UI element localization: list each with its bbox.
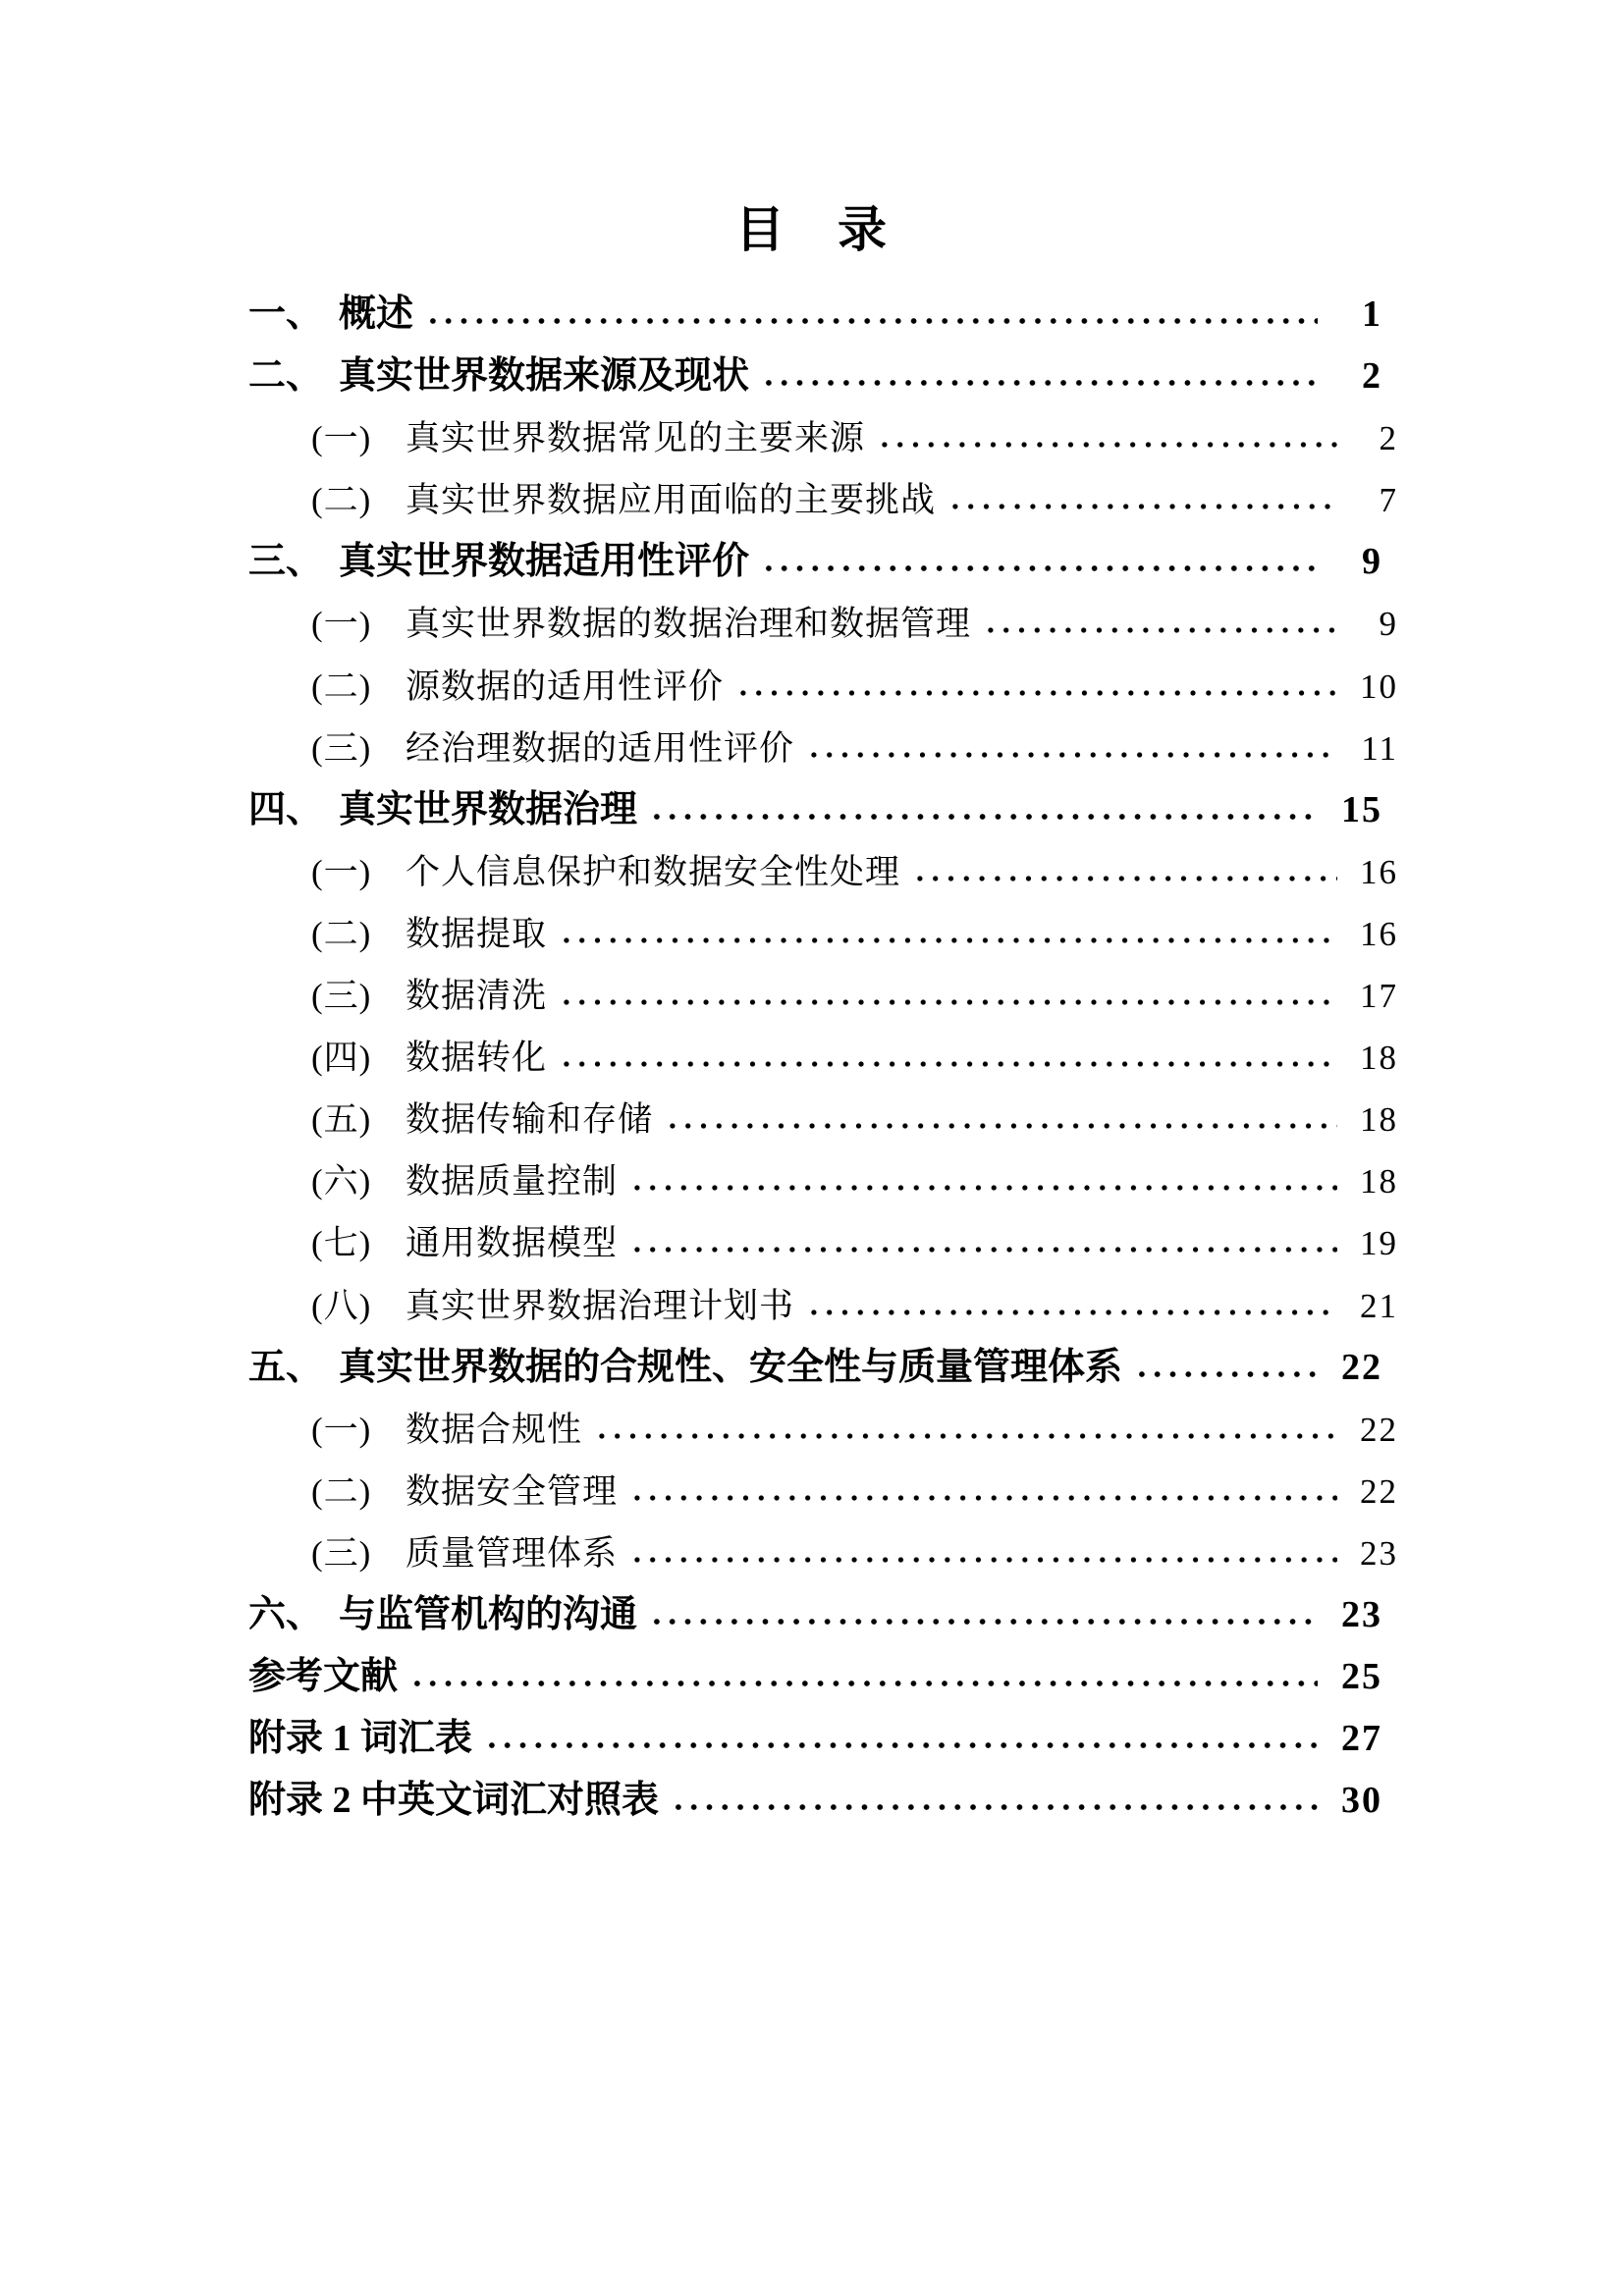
- dot-leader: [484, 1740, 1318, 1750]
- dot-leader: [629, 1183, 1337, 1193]
- toc-entry-label: 概述: [339, 294, 414, 335]
- toc-entry-page-number: 16: [1360, 914, 1398, 953]
- toc-entry-label: 源数据的适用性评价: [406, 667, 725, 706]
- toc-entry-number: 四、: [248, 788, 324, 830]
- toc-entry-page-number: 10: [1360, 667, 1398, 706]
- toc-entry[interactable]: [248, 1584, 1398, 1646]
- toc-entry-page-number: 23: [1360, 1533, 1398, 1573]
- toc-entry[interactable]: [248, 1461, 1398, 1522]
- toc-entry[interactable]: [248, 1646, 1398, 1708]
- toc-entry[interactable]: [248, 1770, 1398, 1832]
- toc-entry[interactable]: [248, 593, 1398, 655]
- toc-entry-page-number: 22: [1360, 1410, 1398, 1449]
- toc-entry[interactable]: [248, 903, 1398, 965]
- toc-entry-page-number: 19: [1360, 1224, 1398, 1263]
- toc-entry-number: (三): [311, 977, 372, 1016]
- toc-entry-page-number: 16: [1360, 852, 1398, 891]
- dot-leader: [649, 1617, 1318, 1627]
- toc-entry[interactable]: [248, 656, 1398, 718]
- dot-leader: [629, 1555, 1337, 1565]
- toc-entry[interactable]: [248, 469, 1398, 531]
- toc-entry-label: 个人信息保护和数据安全性处理: [406, 852, 901, 891]
- toc-entry[interactable]: [248, 1089, 1398, 1150]
- page-title: 目 录: [735, 202, 889, 257]
- dot-leader: [671, 1802, 1318, 1812]
- toc-entry-label: 数据安全管理: [406, 1471, 619, 1511]
- dot-leader: [425, 316, 1318, 326]
- toc-entry-page-number: 7: [1379, 481, 1398, 520]
- toc-entry-number: (三): [311, 1533, 372, 1573]
- toc-entry-number: 六、: [248, 1593, 324, 1635]
- toc-entry-label: 附录 2 中英文词汇对照表: [248, 1780, 660, 1822]
- toc-entry-number: 三、: [248, 541, 324, 583]
- toc-entry-page-number: 18: [1360, 1100, 1398, 1140]
- toc-entry-label: 附录 1 词汇表: [248, 1718, 473, 1760]
- dot-leader: [983, 625, 1337, 635]
- toc-entry-page-number: 27: [1341, 1718, 1382, 1760]
- toc-entry-label: 质量管理体系: [406, 1533, 619, 1573]
- dot-leader: [629, 1245, 1337, 1255]
- dot-leader: [559, 1059, 1337, 1069]
- toc-entry-label: 真实世界数据治理: [339, 788, 638, 830]
- toc-entry-label: 真实世界数据来源及现状: [339, 355, 750, 398]
- toc-entry-page-number: 9: [1362, 541, 1382, 583]
- toc-entry-label: 与监管机构的沟通: [339, 1593, 638, 1635]
- toc-entry-number: (二): [311, 667, 372, 706]
- dot-leader: [947, 502, 1337, 511]
- toc-entry[interactable]: [248, 1275, 1398, 1337]
- dot-leader: [735, 688, 1337, 698]
- toc-entry-label: 真实世界数据常见的主要来源: [406, 419, 866, 458]
- toc-entry-label: 真实世界数据的数据治理和数据管理: [406, 605, 972, 644]
- toc-entry-number: (二): [311, 1471, 372, 1511]
- toc-entry-page-number: 11: [1361, 728, 1398, 768]
- dot-leader: [629, 1493, 1337, 1503]
- toc-entry-number: (八): [311, 1286, 372, 1325]
- toc-entry-number: 二、: [248, 355, 324, 398]
- toc-entry-page-number: 22: [1360, 1471, 1398, 1511]
- toc-entry[interactable]: [248, 779, 1398, 841]
- toc-entry[interactable]: [248, 1027, 1398, 1089]
- toc-entry-page-number: 2: [1379, 419, 1398, 458]
- toc-entry-page-number: 2: [1362, 355, 1382, 398]
- toc-entry-label: 真实世界数据适用性评价: [339, 541, 750, 583]
- toc-entry-number: (二): [311, 481, 372, 520]
- toc-entry-label: 经治理数据的适用性评价: [406, 728, 795, 768]
- toc-entry[interactable]: [248, 531, 1398, 593]
- dot-leader: [912, 874, 1337, 883]
- toc-entry[interactable]: [248, 346, 1398, 407]
- toc-entry-number: (五): [311, 1100, 372, 1140]
- toc-entry[interactable]: [248, 1337, 1398, 1399]
- toc-entry-number: (四): [311, 1039, 372, 1078]
- dot-leader: [559, 997, 1337, 1007]
- toc-entry-label: 数据清洗: [406, 977, 548, 1016]
- toc-entry-page-number: 25: [1341, 1656, 1382, 1698]
- toc-entry-page-number: 18: [1360, 1162, 1398, 1201]
- toc-entry-label: 数据传输和存储: [406, 1100, 654, 1140]
- dot-leader: [649, 812, 1318, 822]
- toc-entry[interactable]: [248, 965, 1398, 1027]
- dot-leader: [761, 378, 1318, 388]
- toc-entry-number: (三): [311, 728, 372, 768]
- toc-entry-label: 数据转化: [406, 1039, 548, 1078]
- dot-leader: [665, 1121, 1337, 1131]
- toc-entry[interactable]: [248, 841, 1398, 903]
- toc-entry-page-number: 21: [1360, 1286, 1398, 1325]
- table-of-contents: [248, 284, 1398, 1832]
- toc-entry-number: 一、: [248, 294, 324, 335]
- toc-entry-number: (二): [311, 914, 372, 953]
- toc-entry[interactable]: [248, 1399, 1398, 1461]
- toc-entry-number: (一): [311, 1410, 372, 1449]
- dot-leader: [559, 935, 1337, 945]
- dot-leader: [761, 563, 1318, 573]
- toc-entry-label: 参考文献: [248, 1656, 399, 1698]
- toc-entry-number: (一): [311, 605, 372, 644]
- toc-entry-page-number: 30: [1341, 1780, 1382, 1822]
- dot-leader: [806, 1308, 1337, 1317]
- toc-entry-number: (一): [311, 419, 372, 458]
- toc-entry-number: (七): [311, 1224, 372, 1263]
- dot-leader: [1134, 1369, 1318, 1379]
- toc-entry-label: 数据合规性: [406, 1410, 583, 1449]
- toc-entry-page-number: 18: [1360, 1039, 1398, 1078]
- toc-entry[interactable]: [248, 1522, 1398, 1584]
- toc-entry-page-number: 17: [1360, 977, 1398, 1016]
- toc-entry[interactable]: [248, 718, 1398, 779]
- toc-entry-page-number: 1: [1362, 294, 1382, 335]
- toc-entry-label: 真实世界数据的合规性、安全性与质量管理体系: [339, 1346, 1123, 1388]
- dot-leader: [877, 440, 1337, 450]
- toc-entry-label: 数据提取: [406, 914, 548, 953]
- toc-entry[interactable]: [248, 1150, 1398, 1212]
- toc-entry[interactable]: [248, 1708, 1398, 1770]
- toc-entry-label: 数据质量控制: [406, 1162, 619, 1201]
- toc-entry-page-number: 9: [1379, 605, 1398, 644]
- dot-leader: [594, 1431, 1337, 1441]
- toc-entry-page-number: 22: [1341, 1346, 1382, 1388]
- toc-entry[interactable]: [248, 407, 1398, 469]
- dot-leader: [806, 750, 1337, 760]
- toc-entry-label: 真实世界数据治理计划书: [406, 1286, 795, 1325]
- toc-entry-number: 五、: [248, 1346, 324, 1388]
- toc-entry[interactable]: [248, 1212, 1398, 1274]
- toc-entry-page-number: 23: [1341, 1593, 1382, 1635]
- toc-entry-number: (一): [311, 852, 372, 891]
- toc-entry-label: 真实世界数据应用面临的主要挑战: [406, 481, 937, 520]
- toc-entry-label: 通用数据模型: [406, 1224, 619, 1263]
- toc-entry[interactable]: [248, 284, 1398, 346]
- toc-entry-number: (六): [311, 1162, 372, 1201]
- dot-leader: [409, 1679, 1318, 1688]
- toc-entry-page-number: 15: [1341, 788, 1382, 830]
